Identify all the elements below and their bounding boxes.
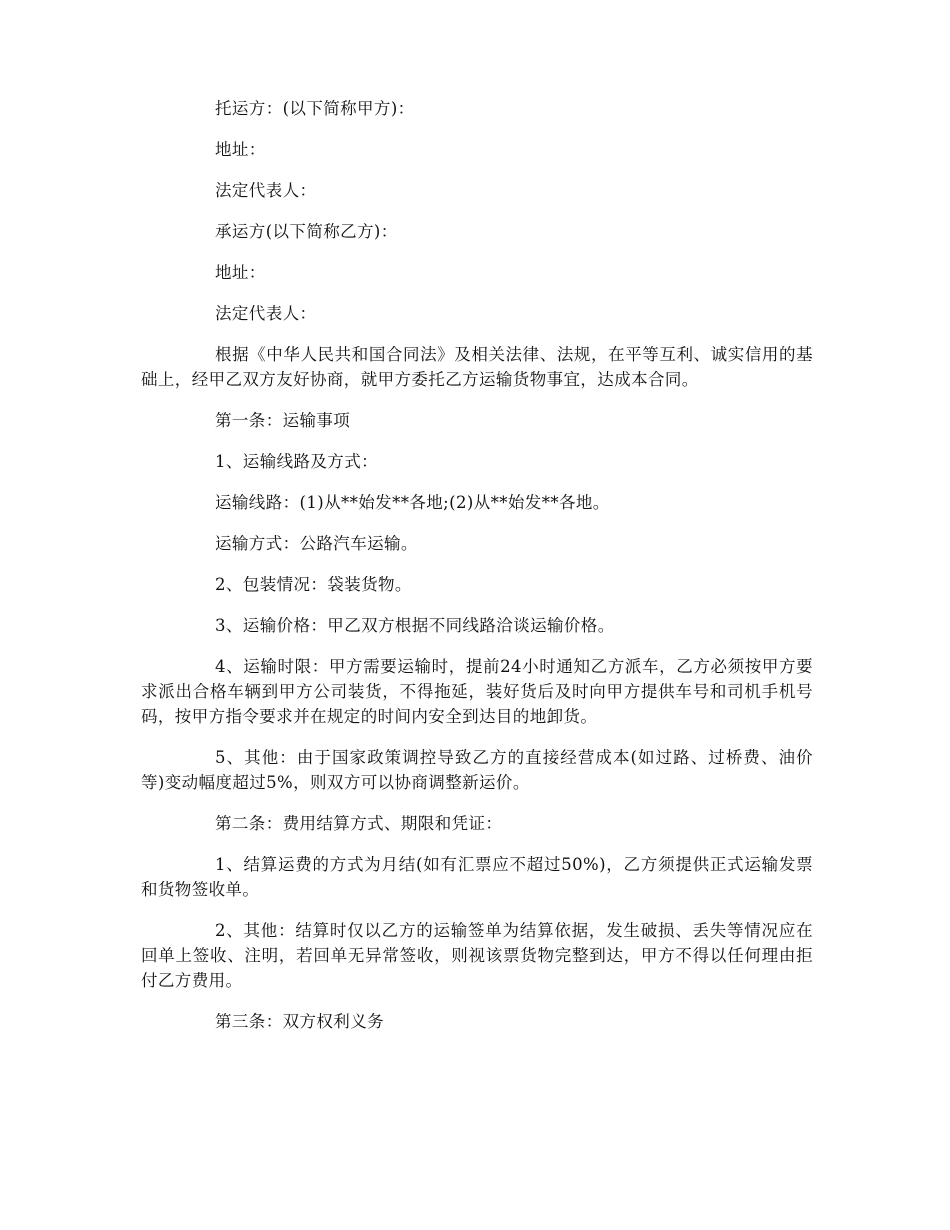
shipper-representative-line: 法定代表人： bbox=[215, 181, 317, 200]
preamble-paragraph: 根据《中华人民共和国合同法》及相关法律、法规，在平等互利、诚实信用的基础上，经甲乙双方友好协商，就甲方委托乙方运输货物事宜，达成本合同。 bbox=[141, 345, 813, 389]
settlement-method-item: 1、结算运费的方式为月结(如有汇票应不超过50%)，乙方须提供正式运输发票和货物签收单。 bbox=[141, 855, 813, 899]
article-one-heading: 第一条：运输事项 bbox=[215, 411, 351, 430]
article-two-heading: 第二条：费用结算方式、期限和凭证： bbox=[215, 814, 503, 833]
carrier-representative-line: 法定代表人： bbox=[215, 304, 317, 323]
carrier-line: 承运方(以下简称乙方)： bbox=[215, 222, 398, 241]
route-line: 运输线路：(1)从**始发**各地;(2)从**始发**各地。 bbox=[215, 493, 610, 512]
article-three-heading: 第三条：双方权利义务 bbox=[215, 1012, 384, 1031]
shipper-line: 托运方：(以下简称甲方)： bbox=[215, 99, 415, 118]
price-item: 3、运输价格：甲乙双方根据不同线路洽谈运输价格。 bbox=[215, 616, 615, 635]
time-limit-item: 4、运输时限：甲方需要运输时，提前24小时通知乙方派车，乙方必须按甲方要求派出合格车辆到甲方公司装货，不得拖延，装好货后及时向甲方提供车号和司机手机号码，按甲方指令要求并在规定的时间内安全到达目的地卸货。 bbox=[141, 657, 813, 726]
contract-body bbox=[141, 96, 813, 1050]
route-and-method-item: 1、运输线路及方式： bbox=[215, 452, 378, 471]
other-item: 5、其他：由于国家政策调控导致乙方的直接经营成本(如过路、过桥费、油价等)变动幅度超过5%，则双方可以协商调整新运价。 bbox=[141, 748, 813, 792]
packaging-item: 2、包装情况：袋装货物。 bbox=[215, 575, 412, 594]
shipper-address-line: 地址： bbox=[215, 140, 266, 159]
carrier-address-line: 地址： bbox=[215, 263, 266, 282]
settlement-other-item: 2、其他：结算时仅以乙方的运输签单为结算依据，发生破损、丢失等情况应在回单上签收、注明，若回单无异常签收，则视该票货物完整到达，甲方不得以任何理由拒付乙方费用。 bbox=[141, 921, 813, 990]
method-line: 运输方式：公路汽车运输。 bbox=[215, 534, 418, 553]
